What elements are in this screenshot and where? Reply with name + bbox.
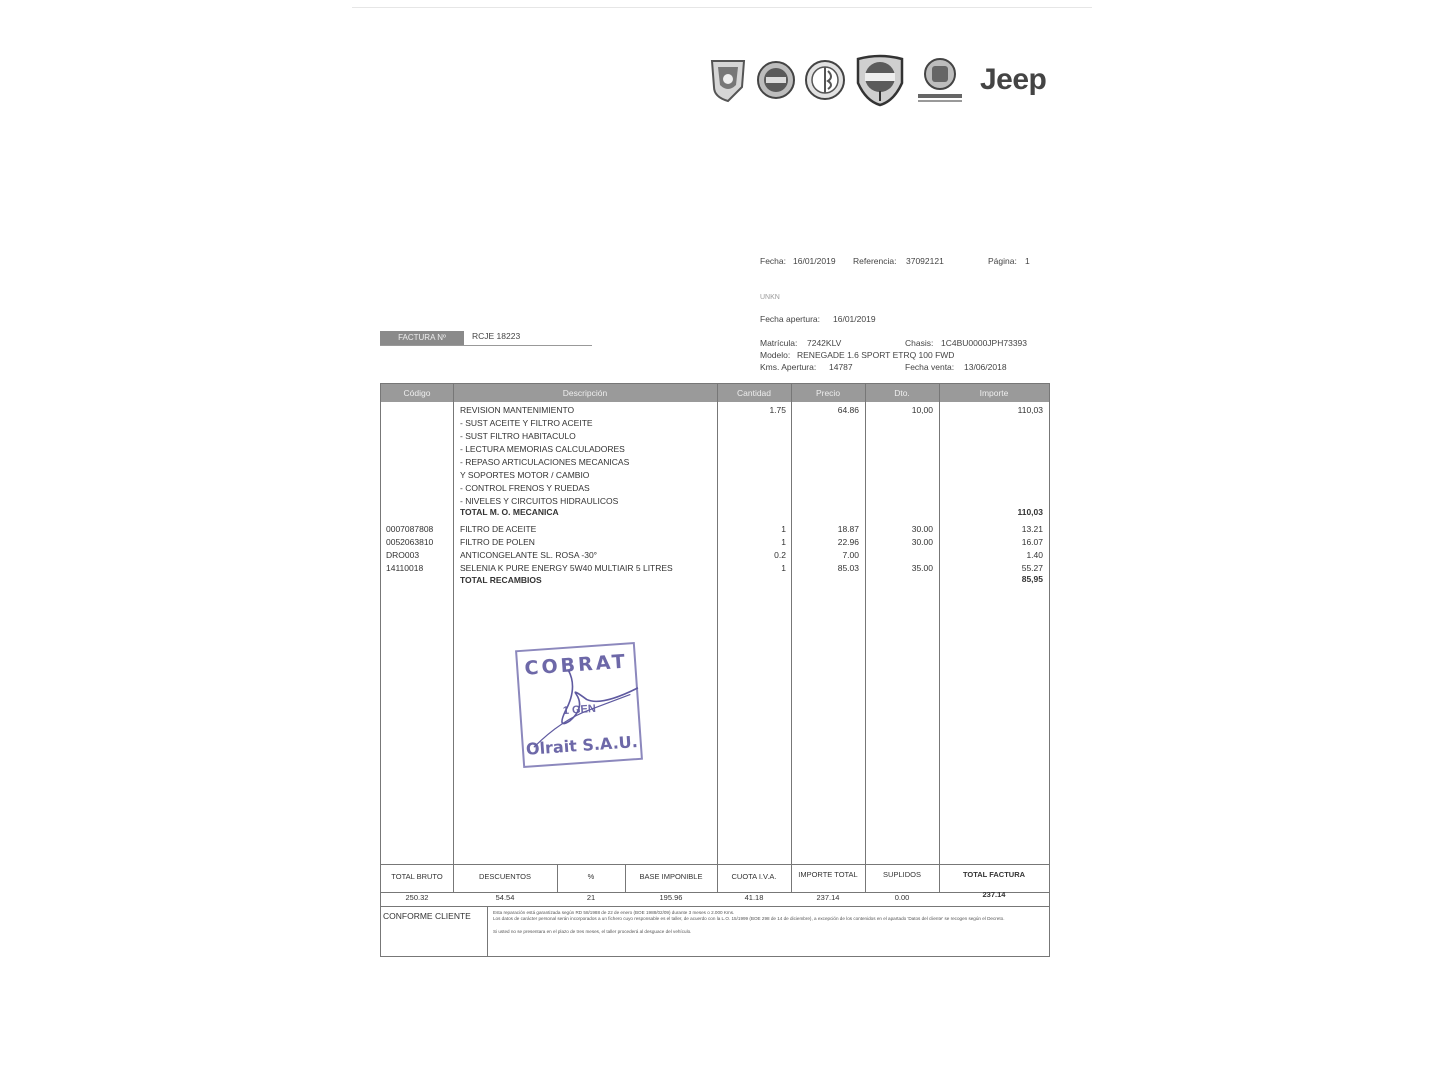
chasis-label: Chasis: xyxy=(905,338,934,348)
part-dto: 30.00 xyxy=(911,524,933,534)
signature-scribble xyxy=(517,644,645,770)
table-header xyxy=(381,384,1049,402)
fecha-value: 16/01/2019 xyxy=(793,256,836,266)
labor-task: - CONTROL FRENOS Y RUEDAS xyxy=(460,483,590,493)
descuentos-label: DESCUENTOS xyxy=(479,872,531,881)
total-bruto-label: TOTAL BRUTO xyxy=(391,872,443,881)
part-precio: 85.03 xyxy=(837,563,859,573)
pagina-label: Página: xyxy=(988,256,1017,266)
footer-top-line xyxy=(381,864,1049,865)
fecha-venta-label: Fecha venta: xyxy=(905,362,955,372)
pct-label: % xyxy=(587,872,595,881)
part-codigo: DRO003 xyxy=(386,550,420,560)
matricula-value: 7242KLV xyxy=(807,338,842,348)
base-imponible-value: 195.96 xyxy=(659,893,683,902)
suplidos-value: 0.00 xyxy=(894,893,910,902)
part-codigo: 0007087808 xyxy=(386,524,434,534)
labor-dto: 10,00 xyxy=(911,405,933,415)
modelo-label: Modelo: xyxy=(760,350,791,360)
parts-total-value: 85,95 xyxy=(1021,574,1043,584)
part-descripcion: FILTRO DE POLEN xyxy=(460,537,535,547)
suplidos-label: SUPLIDOS xyxy=(883,870,921,879)
fecha-apertura-value: 16/01/2019 xyxy=(833,314,876,324)
kms-label: Kms. Apertura: xyxy=(760,362,817,372)
part-codigo: 14110018 xyxy=(386,563,424,573)
base-imponible-label: BASE IMPONIBLE xyxy=(639,872,703,881)
stamp-top-text: COBRAT xyxy=(523,650,629,680)
stamp-middle-text: 1 GEN xyxy=(562,702,597,718)
factura-label: FACTURA Nº xyxy=(380,331,464,345)
smudge-text: UNKN xyxy=(760,294,780,301)
total-bruto-value: 250.32 xyxy=(405,893,429,902)
total-factura-value: 237.14 xyxy=(982,890,1006,899)
kms-value: 14787 xyxy=(829,362,853,372)
matricula-label: Matrícula: xyxy=(760,338,798,348)
labor-precio: 64.86 xyxy=(837,405,859,415)
part-precio: 7.00 xyxy=(842,550,859,560)
fiat-professional-logo xyxy=(914,56,966,104)
part-precio: 22.96 xyxy=(837,537,859,547)
chasis-value: 1C4BU0000JPH73393 xyxy=(941,338,1028,348)
abarth-logo xyxy=(708,57,748,103)
part-importe: 16.07 xyxy=(1021,537,1043,547)
part-cantidad: 1 xyxy=(781,524,786,534)
col-descripcion: Descripción xyxy=(562,388,608,398)
col-divider xyxy=(939,384,940,892)
part-importe: 13.21 xyxy=(1021,524,1043,534)
col-divider xyxy=(791,384,792,892)
pagina-value: 1 xyxy=(1025,256,1030,266)
col-dto: Dto. xyxy=(894,388,910,398)
col-divider xyxy=(865,384,866,892)
fecha-label: Fecha: xyxy=(760,256,786,266)
part-descripcion: FILTRO DE ACEITE xyxy=(460,524,537,534)
conforme-top-line xyxy=(381,906,1049,907)
labor-task: - REPASO ARTICULACIONES MECANICAS xyxy=(460,457,630,467)
referencia-label: Referencia: xyxy=(853,256,897,266)
part-cantidad: 1 xyxy=(781,537,786,547)
importe-total-label: IMPORTE TOTAL xyxy=(798,870,858,879)
descuentos-value: 54.54 xyxy=(495,893,515,902)
part-cantidad: 1 xyxy=(781,563,786,573)
part-descripcion: ANTICONGELANTE SL. ROSA -30° xyxy=(460,550,598,560)
fine-print-line: Si usted no se presentara en el plazo de tres meses, el taller procederá al desguace del vehículo. xyxy=(493,929,692,934)
col-divider xyxy=(453,384,454,892)
invoice-table xyxy=(380,383,1050,957)
pct-value: 21 xyxy=(586,893,596,902)
labor-task: - NIVELES Y CIRCUITOS HIDRAULICOS xyxy=(460,496,619,506)
factura-number-box xyxy=(380,329,592,346)
part-importe: 1.40 xyxy=(1026,550,1043,560)
factura-number: RCJE 18223 xyxy=(472,331,521,341)
labor-cantidad: 1.75 xyxy=(769,405,786,415)
col-precio: Precio xyxy=(815,388,841,398)
cuota-iva-label: CUOTA I.V.A. xyxy=(731,872,777,881)
modelo-value: RENEGADE 1.6 SPORT ETRQ 100 FWD xyxy=(797,350,955,360)
fine-print-line: Esta reparación está garantizada según RD 58/1988 de 22 de enero (BOE 1988/02/09) durante 3 meses o 2.000 Kms. xyxy=(493,910,735,915)
labor-importe: 110,03 xyxy=(1017,405,1043,415)
labor-total-label: TOTAL M. O. MECANICA xyxy=(460,507,559,517)
part-importe: 55.27 xyxy=(1021,563,1043,573)
lancia-logo xyxy=(854,53,906,107)
referencia-value: 37092121 xyxy=(906,256,944,266)
jeep-logo-text: Jeep xyxy=(980,63,1047,96)
paid-stamp xyxy=(515,642,643,768)
fine-print-line: Los datos de carácter personal serán incorporados a un fichero cuyo responsable es el taller, de acuerdo con la L.O. 15/1999 (BOE 298 de 14 de diciembre), a excepción de los contenidos en el apartado 'Datos del cliente' se recogen según el Decreto. xyxy=(493,916,1005,921)
fiat-logo xyxy=(756,60,796,100)
brand-logos xyxy=(708,52,1046,108)
alfa-romeo-logo xyxy=(804,59,846,101)
parts-total-label: TOTAL RECAMBIOS xyxy=(460,575,542,585)
labor-task: - LECTURA MEMORIAS CALCULADORES xyxy=(460,444,625,454)
labor-task: Y SOPORTES MOTOR / CAMBIO xyxy=(460,470,590,480)
col-divider xyxy=(717,384,718,864)
col-importe: Importe xyxy=(979,388,1009,398)
part-descripcion: SELENIA K PURE ENERGY 5W40 MULTIAIR 5 LITRES xyxy=(460,563,673,573)
labor-task: - SUST FILTRO HABITACULO xyxy=(460,431,576,441)
part-precio: 18.87 xyxy=(837,524,859,534)
conforme-divider xyxy=(487,906,488,956)
cuota-iva-value: 41.18 xyxy=(744,893,764,902)
part-dto: 30.00 xyxy=(911,537,933,547)
fecha-venta-value: 13/06/2018 xyxy=(964,362,1007,372)
part-codigo: 0052063810 xyxy=(386,537,434,547)
labor-task: - SUST ACEITE Y FILTRO ACEITE xyxy=(460,418,593,428)
conforme-cliente-label: CONFORME CLIENTE xyxy=(383,911,471,921)
part-dto: 35.00 xyxy=(911,563,933,573)
importe-total-value: 237.14 xyxy=(816,893,840,902)
total-factura-label: TOTAL FACTURA xyxy=(962,870,1026,879)
fecha-apertura-label: Fecha apertura: xyxy=(760,314,821,324)
col-cantidad: Cantidad xyxy=(736,388,772,398)
top-border-line xyxy=(352,7,1092,8)
labor-total-value: 110,03 xyxy=(1017,507,1043,517)
stamp-bottom-text: Olrait S.A.U. xyxy=(525,732,639,759)
labor-title: REVISION MANTENIMIENTO xyxy=(460,405,575,415)
part-cantidad: 0.2 xyxy=(774,550,786,560)
col-codigo: Código xyxy=(403,388,431,398)
